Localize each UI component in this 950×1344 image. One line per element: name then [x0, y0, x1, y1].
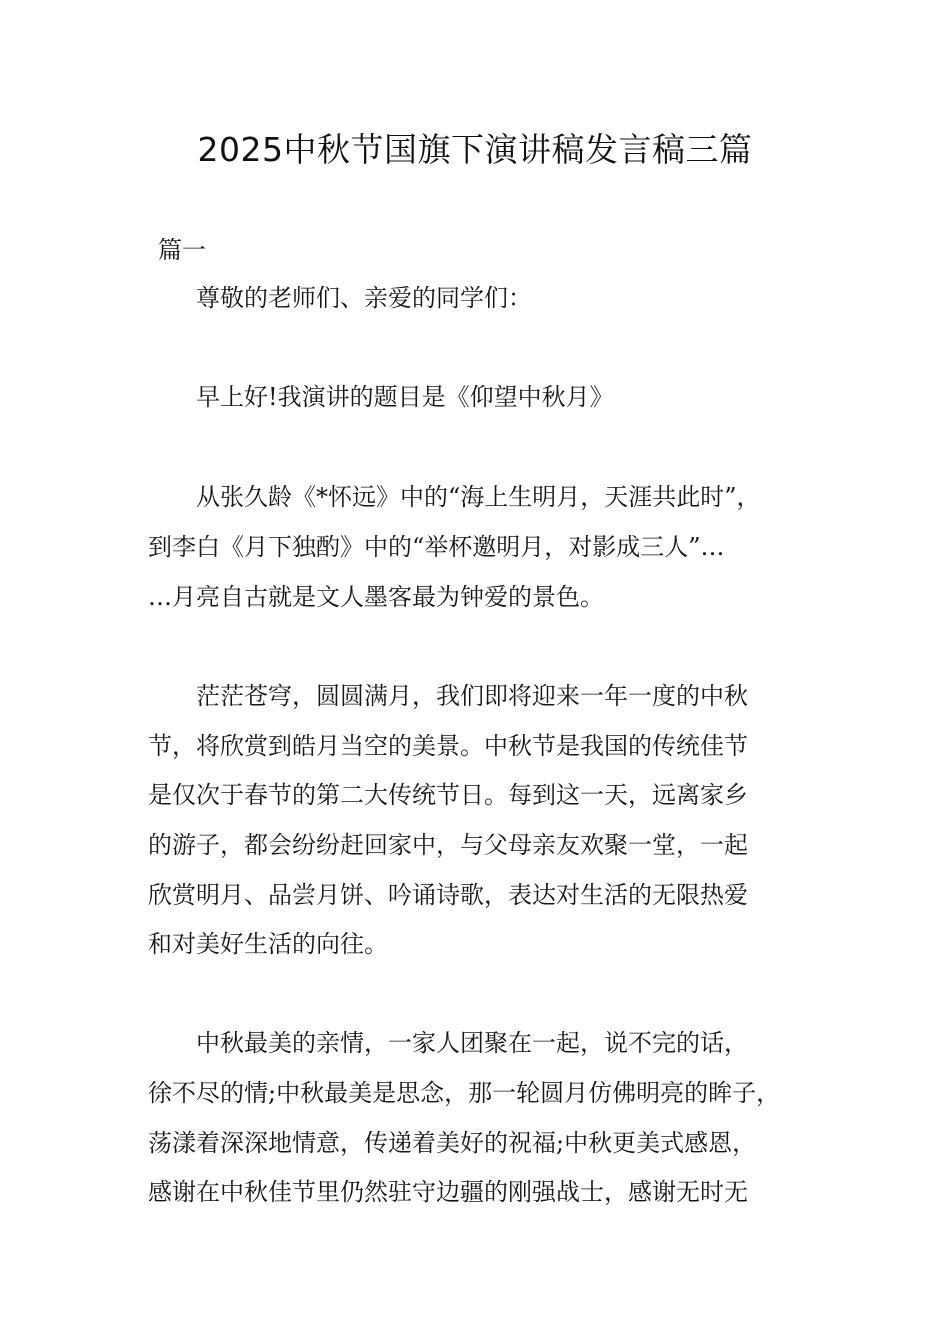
- paragraph-2-line-3: 是仅次于春节的第二大传统节日。每到这一天，远离家乡: [148, 781, 748, 809]
- paragraph-3-line-1: 中秋最美的亲情，一家人团聚在一起，说不完的话，: [196, 1029, 748, 1057]
- paragraph-2-line-6: 和对美好生活的向往。: [148, 930, 388, 958]
- paragraph-2-line-1: 茫茫苍穹，圆圆满月，我们即将迎来一年一度的中秋: [196, 682, 748, 710]
- paragraph-2-line-4: 的游子，都会纷纷赶回家中，与父母亲友欢聚一堂，一起: [148, 831, 748, 859]
- paragraph-3-line-3: 荡漾着深深地情意，传递着美好的祝福;中秋更美式感恩，: [148, 1129, 757, 1157]
- paragraph-1-line-2: 到李白《月下独酌》中的“举杯邀明月，对影成三人”…: [148, 533, 725, 561]
- paragraph-2-line-5: 欣赏明月、品尝月饼、吟诵诗歌，表达对生活的无限热爱: [148, 881, 748, 909]
- paragraph-1-line-3: …月亮自古就是文人墨客最为钟爱的景色。: [148, 583, 604, 611]
- greeting-line: 尊敬的老师们、亲爱的同学们：: [196, 284, 532, 312]
- paragraph-2-line-2: 节，将欣赏到皓月当空的美景。中秋节是我国的传统佳节: [148, 732, 748, 760]
- paragraph-1-line-1: 从张久龄《*怀远》中的“海上生明月，天涯共此时”，: [196, 483, 761, 511]
- paragraph-3-line-2: 徐不尽的情;中秋最美是思念，那一轮圆月仿佛明亮的眸子，: [148, 1079, 781, 1107]
- document-title: 2025中秋节国旗下演讲稿发言稿三篇: [197, 130, 753, 169]
- opening-line: 早上好!我演讲的题目是《仰望中秋月》: [196, 383, 614, 411]
- section-label: 篇一: [158, 236, 206, 264]
- paragraph-3-line-4: 感谢在中秋佳节里仍然驻守边疆的刚强战士，感谢无时无: [148, 1178, 748, 1206]
